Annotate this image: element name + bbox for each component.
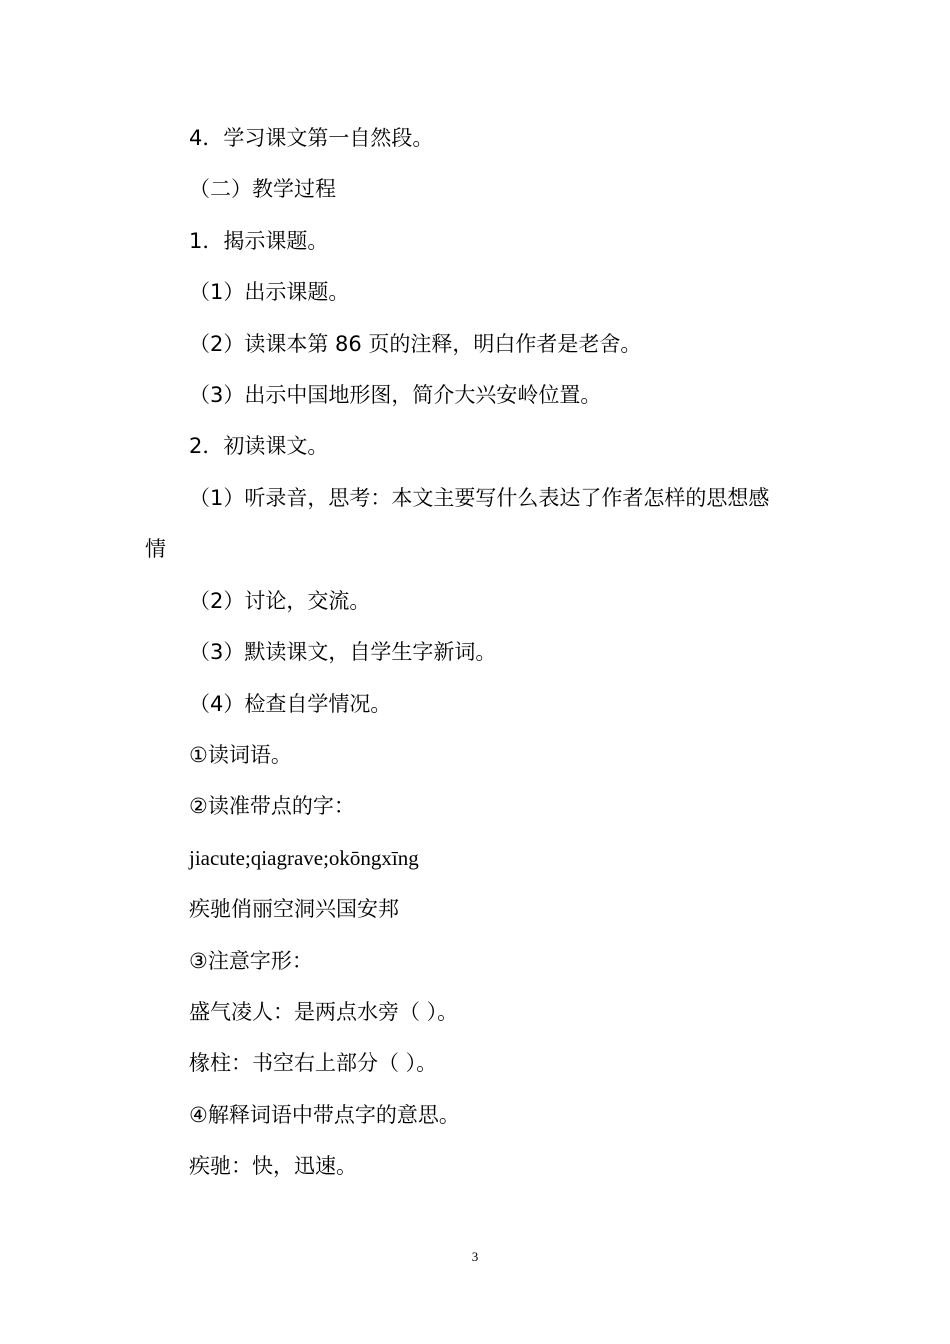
text-line: （4）检查自学情况。	[189, 692, 392, 716]
text-line: ②读准带点的字：	[189, 794, 355, 818]
text-line: ④解释词语中带点字的意思。	[189, 1103, 460, 1127]
text-line: ①读词语。	[189, 743, 292, 767]
text-line: （2）读课本第 86 页的注释，明白作者是老舍。	[189, 332, 642, 356]
text-line: （1）听录音，思考：本文主要写什么表达了作者怎样的思想感	[189, 486, 770, 510]
text-line: 疾驰俏丽空洞兴国安邦	[189, 897, 399, 921]
text-line: 盛气凌人：是两点水旁（ ）。	[189, 1000, 459, 1024]
text-line: 4．学习课文第一自然段。	[189, 126, 434, 150]
text-line: 疾驰：快，迅速。	[189, 1154, 357, 1178]
text-line: （3）出示中国地形图，简介大兴安岭位置。	[189, 383, 602, 407]
text-line: 2．初读课文。	[189, 434, 329, 458]
page-number: 3	[471, 1249, 479, 1264]
text-line: 1．揭示课题。	[189, 229, 329, 253]
pinyin-line: jiacute;qiagrave;okōngxīng	[189, 846, 419, 870]
text-line-continuation: 情	[145, 537, 166, 561]
text-line: ③注意字形：	[189, 949, 313, 973]
text-line: （2）讨论，交流。	[189, 589, 371, 613]
section-heading: （二）教学过程	[189, 177, 336, 201]
text-line: 椽柱：书空右上部分（ ）。	[189, 1051, 438, 1075]
text-line: （3）默读课文，自学生字新词。	[189, 640, 497, 664]
text-line: （1）出示课题。	[189, 280, 350, 304]
